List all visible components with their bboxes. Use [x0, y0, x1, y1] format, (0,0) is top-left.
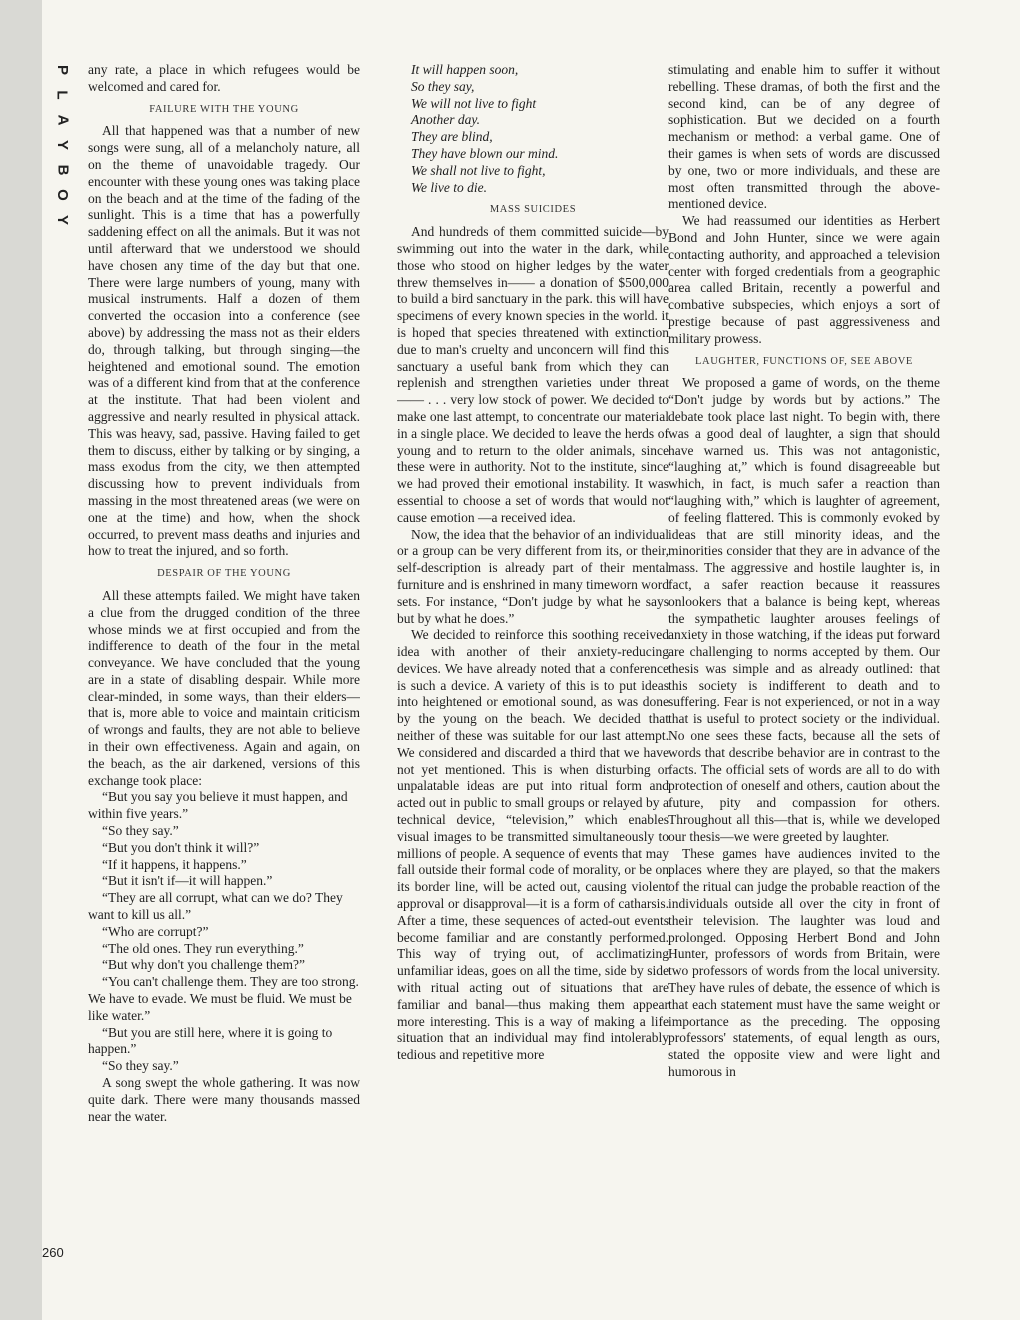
magazine-name-letter: P — [53, 64, 71, 76]
magazine-name-letter: O — [53, 189, 71, 201]
magazine-name-letter: A — [54, 114, 71, 126]
dialogue-line: “But you are still here, where it is going to happen.” — [88, 1024, 333, 1057]
song-verse — [411, 62, 669, 196]
magazine-name — [50, 62, 74, 228]
magazine-name-letter: Y — [53, 139, 71, 151]
body-paragraph: any rate, a place in which refugees would be welcomed and cared for. — [88, 62, 360, 94]
dialogue-line: “You can't challenge them. They are too strong. We have to evade. We must be fluid. We must be like water.” — [88, 974, 359, 1023]
dialogue-line: “If it happens, it happens.” — [102, 856, 247, 872]
verse-line: We live to die. — [411, 179, 487, 195]
verse-line: It will happen soon, — [411, 62, 519, 77]
verse-line: They have blown our mind. — [411, 145, 559, 161]
verse-line: We shall not live to fight, — [411, 162, 546, 178]
magazine-name-letter: L — [53, 90, 71, 100]
body-paragraph: And hundreds of them committed suicide—by swimming out into the water in the dark, while those who stood on higher ledges by the water threw themselves in—— a donation of $500,000 to build a bird sanctuary in the park. this will have specimens of every known species in the world. it is hoped that species threatened with extinction due to man's cruelty and unconcern will find this sanctuary a useful bank from which they can replenish and strengthen varieties under threat—— . . . very low stock of power. We decided to make one last attempt, to concentrate our material in a single place. We decided to leave the herds of young and to return to the older animals, since these were in authority. Not to the institute, since we had proved their emotional instability. It was essential to choose a set of words that would not cause emotion —a received idea. — [397, 224, 669, 525]
verse-line: So they say, — [411, 78, 475, 94]
section-subhead: MASS SUICIDES — [489, 204, 577, 216]
section-subhead: LAUGHTER, FUNCTIONS OF, SEE ABOVE — [695, 355, 913, 367]
body-paragraph: We proposed a game of words, on the theme “Don't judge by words but by actions.” The debate took place last night. To begin with, there was a good deal of laughter, a sign that should have warned us. This was not antagonistic, “laughing at,” which is found disagreeable but which, in fact, is much safer a reaction than “laughing with,” which is laughter of agreement, of feeling flattered. This is commonly evoked by ideas that are still minority ideas, and the minorities consider that they are in advance of the mass. The aggressive and hostile laughter is, in fact, a safer reaction because it reassures onlookers that a balance is being kept, whereas the sympathetic laughter arouses feelings of anxiety in those watching, if the ideas put forward are challenging to norms accepted by them. Our thesis was simple and as already outlined: that this society is indifferent to death and to suffering. Fear is not experienced, or not in a way that is useful to protect society or the individual. No one sees these facts, because all the sets of words that describe behavior are in contrast to the facts. The official sets of words are all to do with protection of oneself and others, caution about the future, pity and compassion for others. Throughout all this—that is, while we developed our thesis—we were greeted by laughter. — [668, 375, 940, 844]
dialogue-line: “But it isn't if—it will happen.” — [102, 873, 273, 889]
dialogue-line: “But why don't you challenge them?” — [102, 957, 306, 973]
dialogue-line: “The old ones. They run everything.” — [102, 940, 304, 956]
dialogue-line: “So they say.” — [102, 1058, 179, 1074]
text-column-2 — [397, 62, 669, 1267]
magazine-name-letter: Y — [53, 214, 71, 226]
body-paragraph: stimulating and enable him to suffer it without rebelling. These dramas, of both the first and the second kind, can be of any degree of sophistication. But we decided on a fourth mechanism or method: a verbal game. One of their games is when sets of words are discussed by one, two or more individuals, and these are most often transmitted through the above-mentioned device. — [668, 62, 940, 212]
body-paragraph: These games have audiences invited to the places where they are played, so that the makers of the ritual can judge the probable reaction of the individuals outside all over the city in front of their television. The laughter was loud and prolonged. Opposing Herbert Bond and John Hunter, professors of words from Britain, were two professors of words from the local university. They have rules of debate, the essence of which is that each statement must have the same weight or importance as the preceding. The opposing professors' statements, of equal length as ours, stated the opposite view and were light and humorous in — [668, 845, 940, 1080]
body-paragraph: A song swept the whole gathering. It was now quite dark. There were many thousands massed near the water. — [88, 1075, 360, 1124]
text-column-3 — [668, 62, 940, 1267]
verse-line: We will not live to fight — [411, 95, 537, 111]
dialogue-line: “Who are corrupt?” — [102, 923, 209, 939]
dialogue-line: “They are all corrupt, what can we do? They want to kill us all.” — [88, 890, 343, 923]
section-subhead: FAILURE WITH THE YOUNG — [149, 103, 299, 115]
body-paragraph: All these attempts failed. We might have taken a clue from the drugged condition of the three whose minds we at first occupied and from the indifference to death of the four in the metal conveyance. We have concluded that the young are in a state of disabling despair. While more clear-minded, in some ways, than their elders—that is, more able to voice and maintain criticism of wrongs and faults, they are not able to believe in their own effectiveness. Again and again, on the beach, as the air darkened, versions of this exchange took place: — [88, 587, 360, 788]
section-subhead: DESPAIR OF THE YOUNG — [157, 568, 291, 580]
dialogue-line: “But you say you believe it must happen, and within five years.” — [88, 789, 348, 822]
magazine-name-letter: B — [54, 164, 71, 176]
text-column-1 — [88, 62, 360, 1267]
body-paragraph: Now, the idea that the behavior of an individual or a group can be very different from its, or their, self-description is already part of their mental furniture and is enshrined in many timeworn word sets. For instance, “Don't judge by what he says but by what he does.” — [397, 526, 669, 626]
page-number: 260 — [42, 1245, 64, 1260]
verse-line: Another day. — [411, 112, 480, 128]
body-paragraph: We decided to reinforce this soothing received idea with another of their anxiety-reducing devices. We have already noted that a conference is such a device. A variety of this is to put ideas into heightened or emotional sound, as was done by the young on the beach. We decided that neither of these was suitable for our last attempt. We considered and discarded a third that we have not yet mentioned. This is when disturbing or unpalatable ideas are put into ritual form and acted out in public to small groups or relayed by a technical device, “television,” which enables visual images to be transmitted simultaneously to millions of people. A sequence of events that may fall outside their formal code of morality, or be on its border line, will be acted out, causing violent approval or disapproval—it is a form of catharsis. After a time, these sequences of acted-out events become familiar and are constantly performed. This way of trying out, of acclimatizing unfamiliar ideas, goes on all the time, side by side with ritual acting out of situations that are familiar and banal—thus making them appear more interesting. This is a way of making a life situation that an individual may find intolerably tedious and repetitive more — [397, 627, 669, 1063]
body-paragraph: We had reassumed our identities as Herbert Bond and John Hunter, since we were again contacting authority, and approached a television center with forged credentials from a geographic area called Britain, recently a powerful and combative subspecies, which enjoys a sort of prestige because of past aggressiveness and military prowess. — [668, 213, 940, 346]
body-paragraph: All that happened was that a number of new songs were sung, all of a melancholy nature, all on the theme of unavoidable tragedy. Our encounter with these young ones was taking place on the beach and at the time of the fading of the sunlight. This is a time that has a powerfully saddening effect on all the animals. But it was not until afterward that we understood we should have chosen any time of the day but that one. There were large numbers of young, many with musical instruments. Half a dozen of them converted the occasion into a conference (see above) by addressing the mass not as their elders do, through talking, but through singing—the heightened and emotional sound. The emotion was of a different kind from that at the conference at the institute. That had been violent and aggressive and nearly resulted in physical attack. This was heavy, sad, passive. Having failed to get them to discuss, either by talking or by singing, a mass exodus from the city, we then attempted discussing how to prevent individuals from massing in the most threatened areas (we were on one at the time) and how, when the shock occurred, to prevent mass deaths and injuries and how to treat the injured, and so forth. — [88, 123, 360, 559]
dialogue-line: “So they say.” — [102, 823, 179, 839]
dialogue-line: “But you don't think it will?” — [102, 839, 260, 855]
magazine-page — [42, 0, 1020, 1320]
verse-line: They are blind, — [411, 129, 493, 145]
